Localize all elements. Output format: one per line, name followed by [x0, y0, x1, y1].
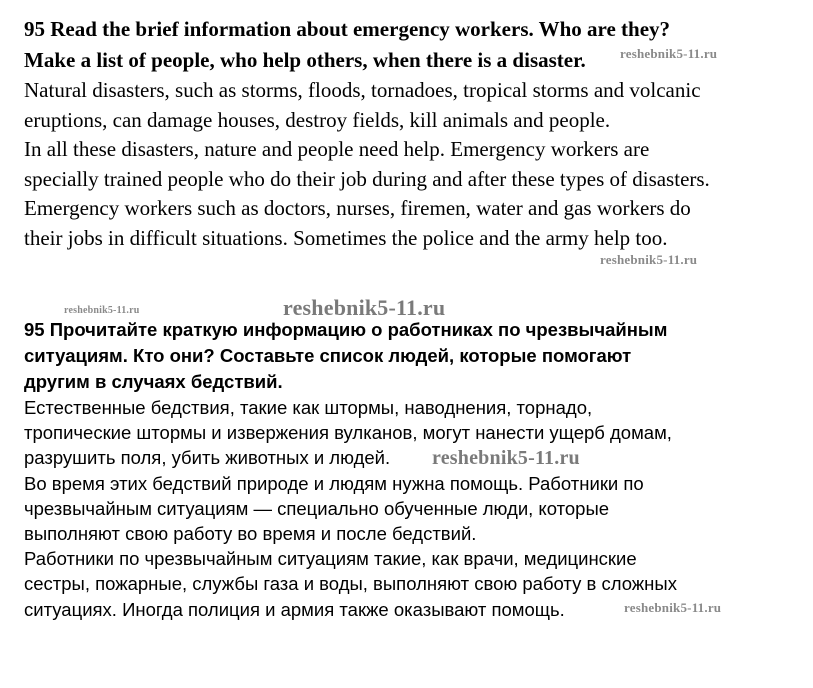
english-heading-line-2: Make a list of people, who help others, when there is a disaster. — [24, 48, 586, 72]
watermark-top-right: reshebnik5-11.ru — [620, 46, 718, 61]
russian-body-line-3: разрушить поля, убить животных и людей. — [24, 447, 391, 469]
watermark-bottom-right: reshebnik5-11.ru — [624, 600, 722, 615]
english-heading-line-1: 95 Read the brief information about emergency workers. Who are they? — [24, 17, 671, 41]
watermark-after-english: reshebnik5-11.ru — [600, 252, 698, 267]
russian-body-line-5: чрезвычайным ситуациям — специально обученные люди, которые — [24, 497, 610, 519]
watermark-center-large: reshebnik5-11.ru — [283, 295, 446, 320]
russian-body — [24, 395, 794, 622]
russian-translation — [24, 317, 794, 622]
english-body-line-3: In all these disasters, nature and people need help. Emergency workers are — [24, 137, 650, 161]
russian-heading-line-1: 95 Прочитайте краткую информацию о работниках по чрезвычайным — [24, 319, 668, 340]
russian-body-line-9: ситуациях. Иногда полиция и армия также оказывают помощь. — [24, 598, 565, 620]
russian-heading-line-3: другим в случаях бедствий. — [24, 371, 283, 392]
english-body-line-5: Emergency workers such as doctors, nurses, firemen, water and gas workers do — [24, 196, 691, 220]
russian-body-line-6: выполняют свою работу во время и после бедствий. — [24, 523, 477, 545]
russian-body-line-4: Во время этих бедствий природе и людям нужна помощь. Работники по — [24, 472, 644, 494]
russian-heading — [24, 317, 794, 395]
russian-body-line-2: тропические штормы и извержения вулканов, могут нанести ущерб домам, — [24, 422, 672, 444]
english-body — [24, 76, 794, 253]
russian-heading-line-2: ситуациям. Кто они? Составьте список людей, которые помогают — [24, 345, 632, 366]
watermark-small-left: reshebnik5-11.ru — [64, 305, 140, 316]
russian-body-line-1: Естественные бедствия, такие как штормы, наводнения, торнадо, — [24, 397, 593, 418]
watermark-inline-russian: reshebnik5-11.ru — [432, 447, 580, 469]
english-body-line-6: their jobs in difficult situations. Sometimes the police and the army help too. — [24, 225, 668, 250]
english-body-line-4: specially trained people who do their job during and after these types of disasters. — [24, 166, 710, 191]
russian-body-line-7: Работники по чрезвычайным ситуациям такие, как врачи, медицинские — [24, 548, 637, 570]
english-body-line-1: Natural disasters, such as storms, floods, tornadoes, tropical storms and volcanic — [24, 78, 701, 102]
english-heading — [24, 14, 794, 76]
english-body-line-2: eruptions, can damage houses, destroy fields, kill animals and people. — [24, 107, 611, 132]
russian-body-line-8: сестры, пожарные, службы газа и воды, выполняют свою работу в сложных — [24, 573, 677, 595]
